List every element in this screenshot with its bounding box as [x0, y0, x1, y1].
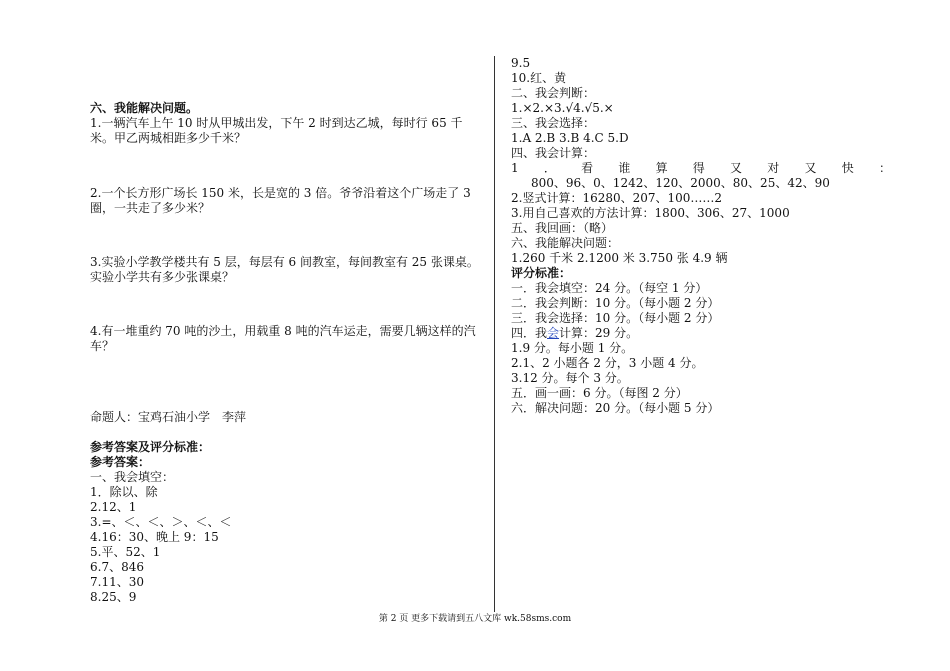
section6-heading: 六、我能解决问题。 [90, 101, 199, 115]
answer-line: 8.25、9 [90, 590, 137, 604]
answer-line: 9.5 [511, 56, 531, 70]
calc-char: ： [878, 161, 891, 175]
scoring-heading: 评分标准： [511, 266, 572, 280]
calc-char: 又 [804, 161, 817, 175]
calc-char: 快 [841, 161, 854, 175]
question-2: 2.一个长方形广场长 150 米，长是宽的 3 倍。爷爷沿着这个广场走了 3 圈，一共走了多少米？ [90, 186, 471, 215]
calc-char: 得 [692, 161, 705, 175]
left-column [90, 101, 482, 605]
question-4: 4.有一堆重约 70 吨的沙土，用载重 8 吨的汽车运走，需要几辆这样的汽车？ [90, 324, 476, 353]
answer-line: 2.12、1 [90, 500, 137, 514]
answer-line: 四、我会计算： [511, 146, 596, 160]
answer-line: 三、我会选择： [511, 116, 596, 130]
scoring-line: 3.12 分。每个 3 分。 [511, 371, 629, 385]
answer-line: 六、我能解决问题： [511, 236, 620, 250]
answer-line: 4.16：30、晚上 9：15 [90, 530, 219, 544]
answer-line: 7.11、30 [90, 575, 144, 589]
calc-char: 又 [730, 161, 743, 175]
answer-line: 1.×2.×3.√4.√5.× [511, 101, 614, 115]
answer-heading: 参考答案及评分标准： [90, 440, 211, 454]
question-1: 1.一辆汽车上午 10 时从甲城出发，下午 2 时到达乙城，每时行 65 千米。甲乙两城相距多少千米？ [90, 116, 463, 145]
question-3: 3.实验小学教学楼共有 5 层，每层有 6 间教室，每间教室有 25 张课桌。实验小学共有多少张课桌？ [90, 255, 479, 284]
calc-answers: 800、96、0、1242、120、2000、80、25、42、90 [531, 176, 830, 190]
answer-subheading: 参考答案： [90, 455, 151, 469]
scoring4-link[interactable]: 会 [547, 326, 560, 340]
column-divider [494, 56, 495, 612]
page-footer: 第 2 页 更多下载请到五八文库 wk.58sms.com [378, 614, 572, 624]
calc-char: 对 [767, 161, 780, 175]
scoring-line-4 [511, 326, 891, 341]
answer-line: 1.260 千米 2.1200 米 3.750 张 4.9 辆 [511, 251, 728, 265]
calc-char: ． [543, 161, 556, 175]
answer-line: 3.=、＜、＜、＞、＜、＜ [90, 515, 232, 529]
answer-line: 1.A 2.B 3.B 4.C 5.D [511, 131, 629, 145]
scoring4-pre: 四．我 [511, 326, 548, 340]
answer-line: 5.平、52、1 [90, 545, 161, 559]
scoring-line: 三．我会选择：10 分。（每小题 2 分） [511, 311, 720, 325]
calc-char: 算 [655, 161, 668, 175]
author-line: 命题人：宝鸡石油小学 李萍 [90, 410, 247, 424]
scoring-line: 1.9 分。每小题 1 分。 [511, 341, 634, 355]
answer-line: 2.竖式计算：16280、207、100……2 [511, 191, 723, 205]
answer-line: 3.用自己喜欢的方法计算：1800、306、27、1000 [511, 206, 790, 220]
calc-char: 1 [511, 161, 519, 175]
scoring-line: 五．画一画：6 分。（每图 2 分） [511, 386, 688, 400]
scoring-line: 一．我会填空：24 分。（每空 1 分） [511, 281, 708, 295]
calc-title-line [511, 161, 891, 176]
scoring4-post: 计算：29 分。 [559, 326, 639, 340]
right-column [511, 56, 891, 416]
answer-line: 10.红、黄 [511, 71, 567, 85]
answer-line: 二、我会判断： [511, 86, 596, 100]
answer-line: 1．除以、除 [90, 485, 158, 499]
calc-char: 看 [581, 161, 594, 175]
answer-line: 一、我会填空： [90, 470, 175, 484]
answer-line: 五、我回画：（略） [511, 221, 614, 235]
scoring-line: 2.1、2 小题各 2 分，3 小题 4 分。 [511, 356, 704, 370]
scoring-line: 六．解决问题：20 分。（每小题 5 分） [511, 401, 720, 415]
calc-char: 谁 [618, 161, 631, 175]
scoring-line: 二．我会判断：10 分。（每小题 2 分） [511, 296, 720, 310]
answer-line: 6.7、846 [90, 560, 144, 574]
